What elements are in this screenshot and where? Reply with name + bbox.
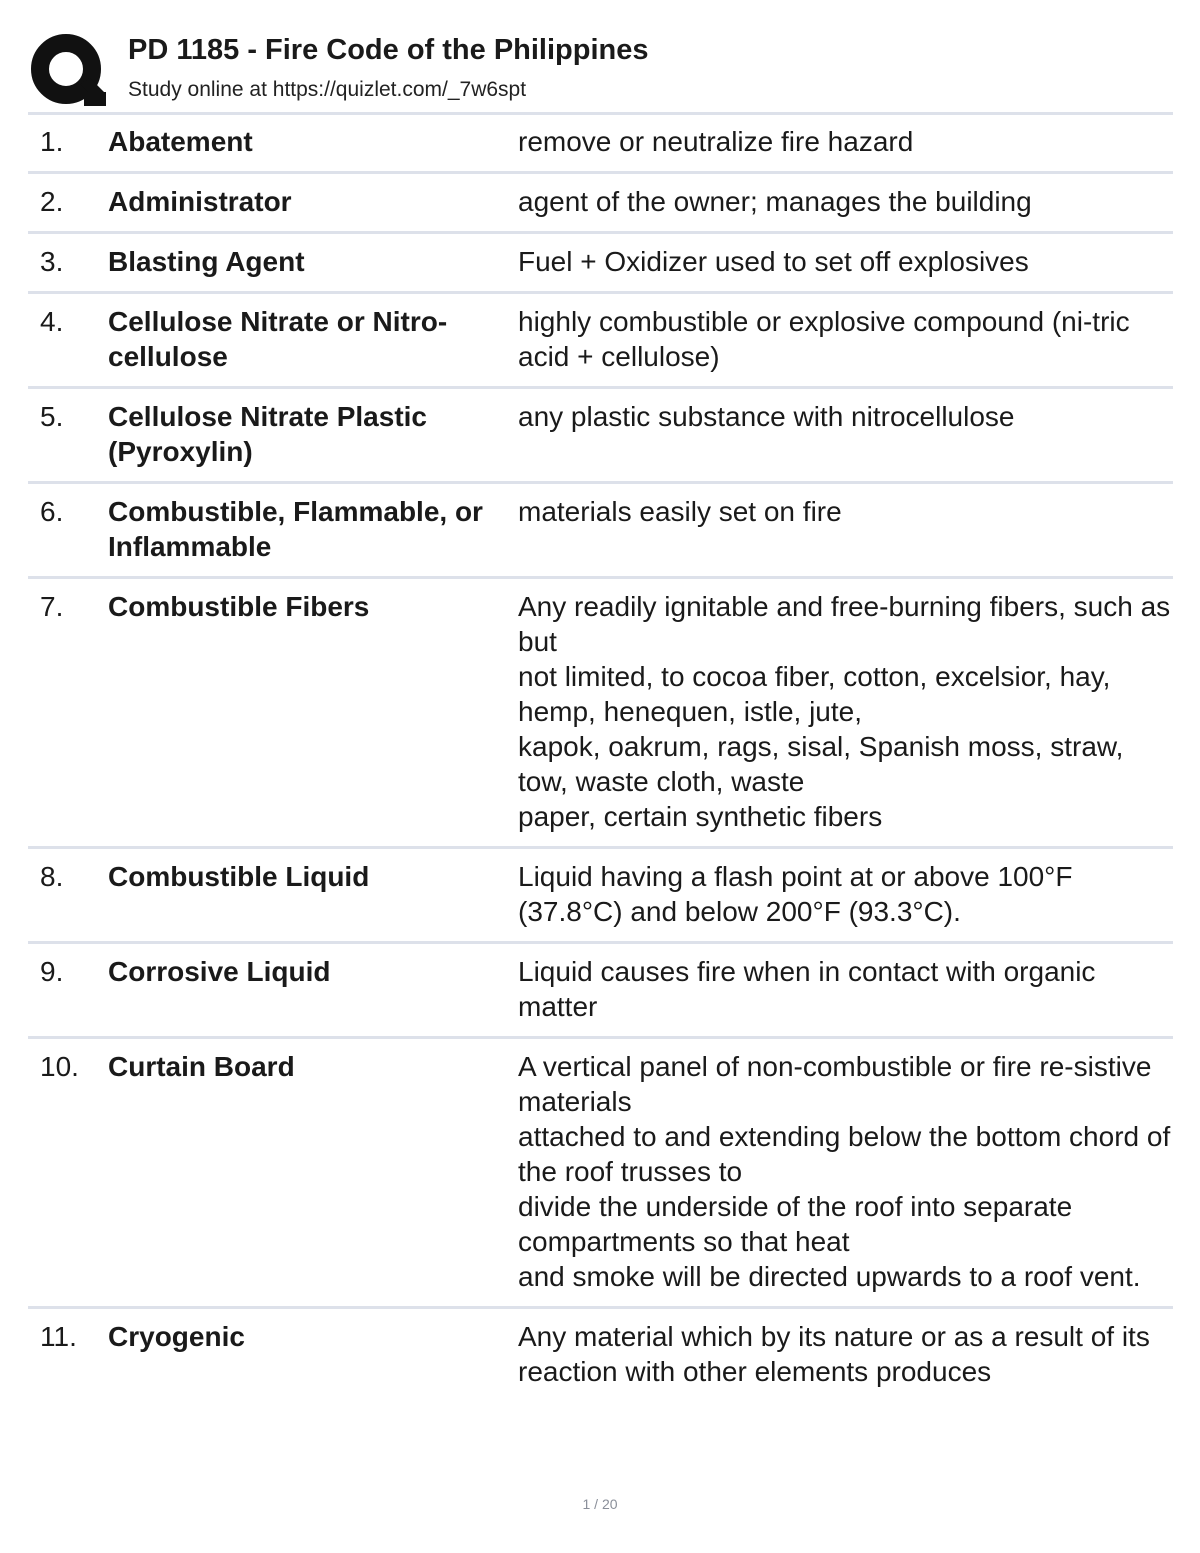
term-label: Cellulose Nitrate or Nitro-cellulose [108, 306, 448, 372]
term-definition [518, 244, 1173, 279]
term-row [28, 579, 1173, 849]
definition-line: paper, certain synthetic fibers [518, 801, 883, 832]
term-number: 6. [40, 496, 64, 527]
term-label: Abatement [108, 126, 253, 157]
definition-line: attached to and extending below the bottom chord of the roof trusses to [518, 1121, 1171, 1187]
definition-line: A vertical panel of non-combustible or fire re-sistive materials [518, 1051, 1152, 1117]
definition-line: remove or neutralize fire hazard [518, 126, 914, 157]
term-number: 2. [40, 186, 64, 217]
term-definition [518, 859, 1173, 929]
term-row [28, 234, 1173, 294]
term-label: Combustible Fibers [108, 591, 370, 622]
term-label: Blasting Agent [108, 246, 305, 277]
definition-line: Liquid having a flash point at or above 100°F (37.8°C) and below 200°F (93.3°C). [518, 861, 1073, 927]
term-row [28, 484, 1173, 579]
term-row [28, 294, 1173, 389]
term-number: 1. [40, 126, 64, 157]
term-definition [518, 184, 1173, 219]
term-label: Combustible Liquid [108, 861, 370, 892]
term-number: 10. [40, 1051, 79, 1082]
term-label: Administrator [108, 186, 292, 217]
term-number: 8. [40, 861, 64, 892]
term-label: Combustible, Flammable, or Inflammable [108, 496, 483, 562]
definition-line: Fuel + Oxidizer used to set off explosives [518, 246, 1029, 277]
definition-line: any plastic substance with nitrocellulose [518, 401, 1015, 432]
term-definition [518, 304, 1173, 374]
term-row [28, 389, 1173, 484]
definition-line: divide the underside of the roof into separate compartments so that heat [518, 1191, 1073, 1257]
term-definition [518, 1049, 1173, 1294]
term-definition [518, 589, 1173, 834]
term-row [28, 849, 1173, 944]
term-number: 5. [40, 401, 64, 432]
term-row [28, 1039, 1173, 1309]
term-row [28, 174, 1173, 234]
definition-line: Any readily ignitable and free-burning fibers, such as but [518, 591, 1171, 657]
term-number: 4. [40, 306, 64, 337]
term-definition [518, 124, 1173, 159]
study-link[interactable]: Study online at https://quizlet.com/_7w6spt [128, 78, 527, 101]
document-title: PD 1185 - Fire Code of the Philippines [128, 34, 649, 66]
term-label: Curtain Board [108, 1051, 295, 1082]
term-definition [518, 1319, 1173, 1389]
term-number: 9. [40, 956, 64, 987]
definition-line: Any material which by its nature or as a result of its reaction with other elements produces [518, 1321, 1150, 1387]
term-definition [518, 399, 1173, 469]
term-number: 3. [40, 246, 64, 277]
term-definition [518, 494, 1173, 564]
definition-line: and smoke will be directed upwards to a roof vent. [518, 1261, 1141, 1292]
term-number: 7. [40, 591, 64, 622]
term-label: Corrosive Liquid [108, 956, 331, 987]
definition-line: Liquid causes fire when in contact with organic matter [518, 956, 1096, 1022]
definition-line: kapok, oakrum, rags, sisal, Spanish moss, straw, tow, waste cloth, waste [518, 731, 1124, 797]
definition-line: agent of the owner; manages the building [518, 186, 1032, 217]
term-row [28, 114, 1173, 174]
term-list [28, 114, 1173, 1401]
definition-line: highly combustible or explosive compound (ni-tric acid + cellulose) [518, 306, 1130, 372]
term-label: Cellulose Nitrate Plastic (Pyroxylin) [108, 401, 428, 467]
term-number: 11. [40, 1321, 77, 1352]
quizlet-q-logo-icon [30, 32, 106, 108]
page-number: 1 / 20 [582, 1496, 618, 1512]
term-row [28, 944, 1173, 1039]
term-definition [518, 954, 1173, 1024]
page-header [30, 28, 1170, 108]
term-label: Cryogenic [108, 1321, 245, 1352]
definition-line: materials easily set on fire [518, 496, 842, 527]
term-row [28, 1309, 1173, 1401]
definition-line: not limited, to cocoa fiber, cotton, excelsior, hay, hemp, henequen, istle, jute, [518, 661, 1111, 727]
